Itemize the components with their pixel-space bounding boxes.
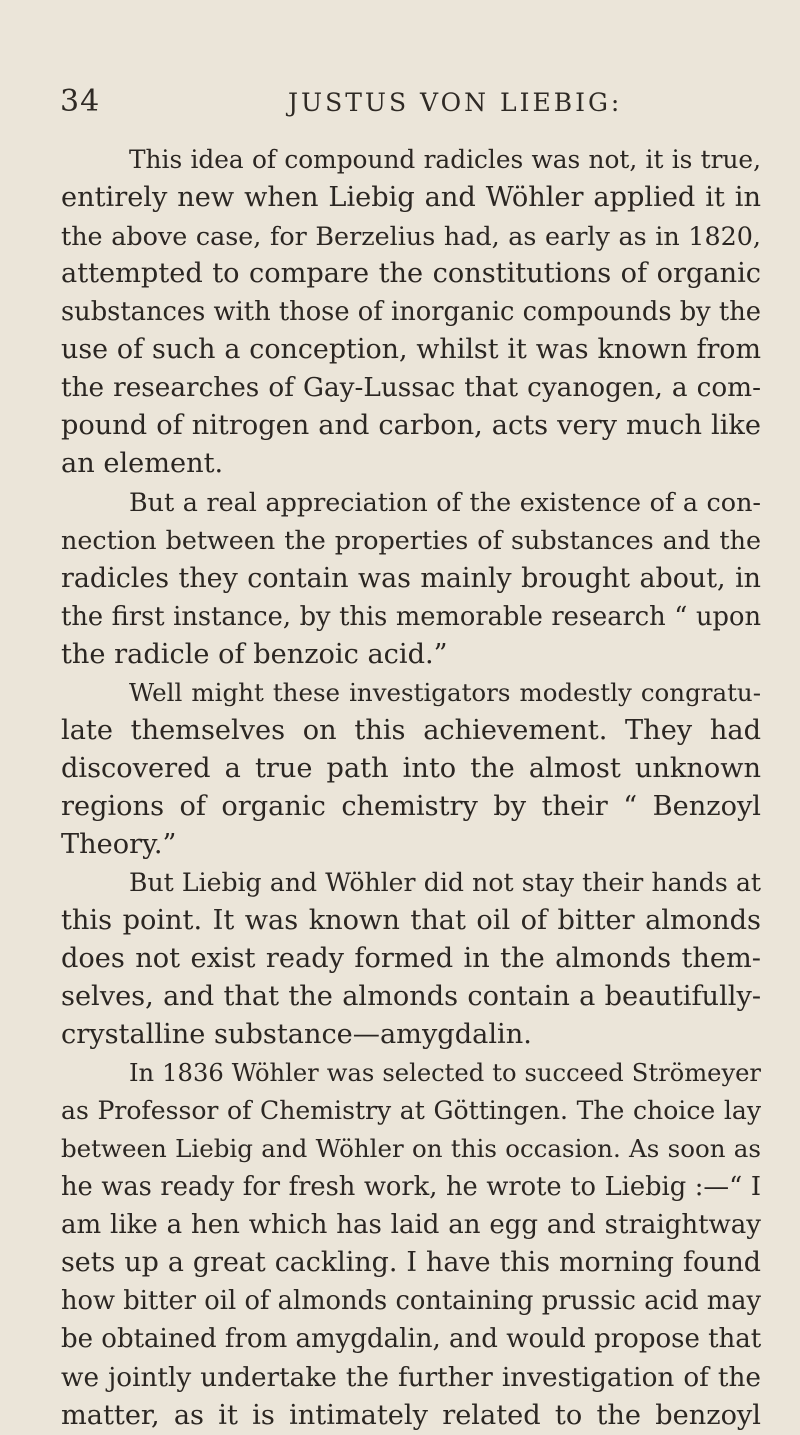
text-line: the above case, for Berzelius had, as early as in 1820, bbox=[61, 221, 761, 252]
text-line: we jointly undertake the further investigation of the bbox=[61, 1362, 761, 1393]
text-line: as Professor of Chemistry at Göttingen. The choice lay bbox=[61, 1096, 761, 1126]
page-number: 34 bbox=[60, 84, 101, 119]
text-line: use of such a conception, whilst it was known from bbox=[61, 334, 761, 366]
text-line: But Liebig and Wöhler did not stay their hands at bbox=[129, 867, 761, 897]
text-line: between Liebig and Wöhler on this occasion. As soon as bbox=[61, 1134, 761, 1164]
text-line: the first instance, by this memorable research “ upon bbox=[61, 601, 761, 632]
body-text bbox=[61, 141, 761, 1435]
text-line: this point. It was known that oil of bitter almonds bbox=[61, 904, 761, 936]
text-line: Well might these investigators modestly congratu- bbox=[129, 677, 761, 707]
text-line: In 1836 Wöhler was selected to succeed Strömeyer bbox=[129, 1059, 761, 1088]
text-line: pound of nitrogen and carbon, acts very much like bbox=[61, 410, 761, 442]
text-line: radicles they contain was mainly brought about, in bbox=[61, 562, 761, 594]
text-line: regions of organic chemistry by their “ Benzoyl bbox=[61, 790, 761, 822]
text-line: attempted to compare the constitutions of organic bbox=[61, 258, 761, 290]
text-line: the researches of Gay-Lussac that cyanogen, a com- bbox=[61, 373, 761, 404]
text-line: be obtained from amygdalin, and would propose that bbox=[61, 1324, 762, 1355]
text-line: nection between the properties of substances and the bbox=[61, 525, 761, 556]
text-line: crystalline substance—amygdalin. bbox=[61, 1019, 532, 1051]
text-line: matter, as it is intimately related to the benzoyl bbox=[61, 1399, 761, 1431]
running-title: JUSTUS VON LIEBIG: bbox=[288, 88, 623, 117]
text-line: late themselves on this achievement. They had bbox=[61, 714, 761, 746]
text-line: sets up a great cackling. I have this morning found bbox=[61, 1247, 761, 1279]
text-line: discovered a true path into the almost unknown bbox=[61, 752, 761, 784]
text-line: he was ready for fresh work, he wrote to Liebig :—“ I bbox=[61, 1172, 761, 1203]
text-line: how bitter oil of almonds containing prussic acid may bbox=[61, 1286, 761, 1317]
text-line: an element. bbox=[61, 448, 224, 480]
text-line: selves, and that the almonds contain a beautifully- bbox=[61, 981, 761, 1013]
running-head bbox=[60, 84, 760, 124]
text-line: entirely new when Liebig and Wöhler applied it in bbox=[61, 182, 761, 214]
text-line: substances with those of inorganic compounds by the bbox=[61, 297, 761, 328]
text-line: the radicle of benzoic acid.” bbox=[61, 638, 448, 670]
text-line: does not exist ready formed in the almonds them- bbox=[61, 942, 761, 974]
text-line: am like a hen which has laid an egg and straightway bbox=[61, 1210, 761, 1241]
text-line: But a real appreciation of the existence of a con- bbox=[129, 487, 761, 518]
text-line: This idea of compound radicles was not, it is true, bbox=[129, 145, 761, 174]
text-line: Theory.” bbox=[61, 828, 177, 860]
